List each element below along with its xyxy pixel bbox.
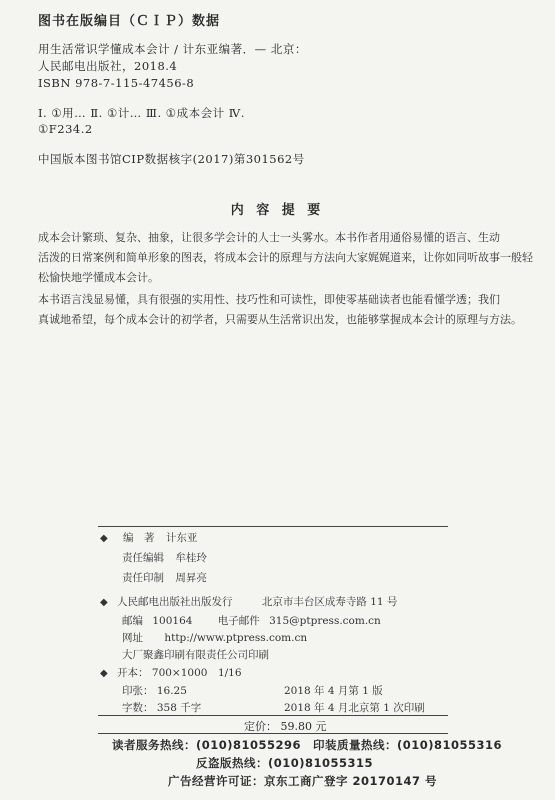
summary-heading: 内 容 提 要 xyxy=(230,203,325,218)
format-value: 700×1000 1/16 xyxy=(151,667,242,679)
summary-p1-line-1: 成本会计繁琐、复杂、抽象，让很多学会计的人士一头雾水。本书作者用通俗易懂的语言、生动 xyxy=(38,231,500,244)
author-name: 计东亚 xyxy=(165,532,198,544)
summary-p2-line-1: 本书语言浅显易懂，具有很强的实用性、技巧性和可读性，即使零基础读者也能看懂学透；我们 xyxy=(38,293,500,306)
imprint-web-row xyxy=(122,630,307,645)
words-label: 字数： xyxy=(122,702,154,714)
printing-info: 2018 年 4 月北京第 1 次印刷 xyxy=(284,702,425,714)
postcode-label: 邮编 xyxy=(122,615,143,627)
email-label: 电子邮件 xyxy=(217,615,260,627)
price-rule xyxy=(98,733,448,734)
printer-label: 责任印制 xyxy=(122,572,164,584)
author-label: 编 著 xyxy=(123,532,155,544)
summary-p1-line-3: 松愉快地学懂成本会计。 xyxy=(38,271,159,284)
imprint-contact-row xyxy=(122,613,381,628)
price-value: 59.80 元 xyxy=(280,720,327,733)
imprint-author-row xyxy=(100,530,197,545)
piracy-hotline: 反盗版热线：(010)81055315 xyxy=(196,756,374,770)
ad-license: 广告经营许可证：京东工商广登字 20170147 号 xyxy=(168,774,438,788)
price-row xyxy=(244,718,327,734)
summary-p2-line-2: 真诚地希望，每个成本会计的初学者，只需要从生活常识出发，也能够掌握成本会计的原理与方法。 xyxy=(38,313,522,326)
postcode-value: 100164 xyxy=(152,615,193,627)
publisher-address: 北京市丰台区成寿寺路 11 号 xyxy=(261,596,398,608)
cip-title: 图书在版编目（ＣＩＰ）数据 xyxy=(38,14,221,29)
imprint-printer-row xyxy=(122,570,207,585)
imprint-editor-row xyxy=(122,550,207,565)
format-label: 开本： xyxy=(117,667,149,679)
cip-line-5: ①F234.2 xyxy=(38,122,93,136)
summary-paragraph-1 xyxy=(38,228,538,288)
bullet-icon: ◆ xyxy=(100,668,108,679)
imprint-format-row xyxy=(100,665,242,680)
publisher-name: 人民邮电出版社出版发行 xyxy=(117,596,233,608)
summary-p1-line-2: 活泼的日常案例和简单形象的图表，将成本会计的原理与方法向大家娓娓道来，让你如同听故事一般轻 xyxy=(38,251,533,264)
cip-line-3: ISBN 978-7-115-47456-8 xyxy=(38,76,195,90)
cip-line-1: 用生活常识学懂成本会计 / 计东亚编著．— 北京： xyxy=(38,42,307,56)
sheets-label: 印张： xyxy=(122,685,154,697)
editor-name: 牟桂玲 xyxy=(175,552,207,564)
bullet-icon: ◆ xyxy=(100,597,108,608)
summary-paragraph-2 xyxy=(38,290,538,330)
edition-info: 2018 年 4 月第 1 版 xyxy=(284,685,383,697)
web-label: 网址 xyxy=(122,632,143,644)
email-value: 315@ptpress.com.cn xyxy=(269,615,381,627)
imprint-words-row xyxy=(122,700,201,715)
words-value: 358 千字 xyxy=(156,702,202,714)
editor-label: 责任编辑 xyxy=(122,552,164,564)
cip-line-2: 人民邮电出版社，2018.4 xyxy=(38,59,178,73)
imprint-top-rule xyxy=(98,526,448,527)
imprint-publisher-row xyxy=(100,594,397,609)
imprint-print-company: 大厂聚鑫印刷有限责任公司印刷 xyxy=(122,649,269,661)
web-value: http://www.ptpress.com.cn xyxy=(164,632,308,644)
price-label: 定价： xyxy=(244,720,277,733)
bullet-icon: ◆ xyxy=(100,533,108,544)
imprint-bottom-rule xyxy=(98,715,448,716)
imprint-sheets-row xyxy=(122,683,187,698)
printer-name: 周昇亮 xyxy=(175,572,207,584)
sheets-value: 16.25 xyxy=(156,685,187,697)
cip-line-6: 中国版本图书馆CIP数据核字(2017)第301562号 xyxy=(38,152,305,166)
service-hotline: 读者服务热线：(010)81055296 印装质量热线：(010)81055316 xyxy=(112,738,503,752)
cip-line-4: Ⅰ. ①用… Ⅱ. ①计… Ⅲ. ①成本会计 Ⅳ. xyxy=(38,106,245,120)
